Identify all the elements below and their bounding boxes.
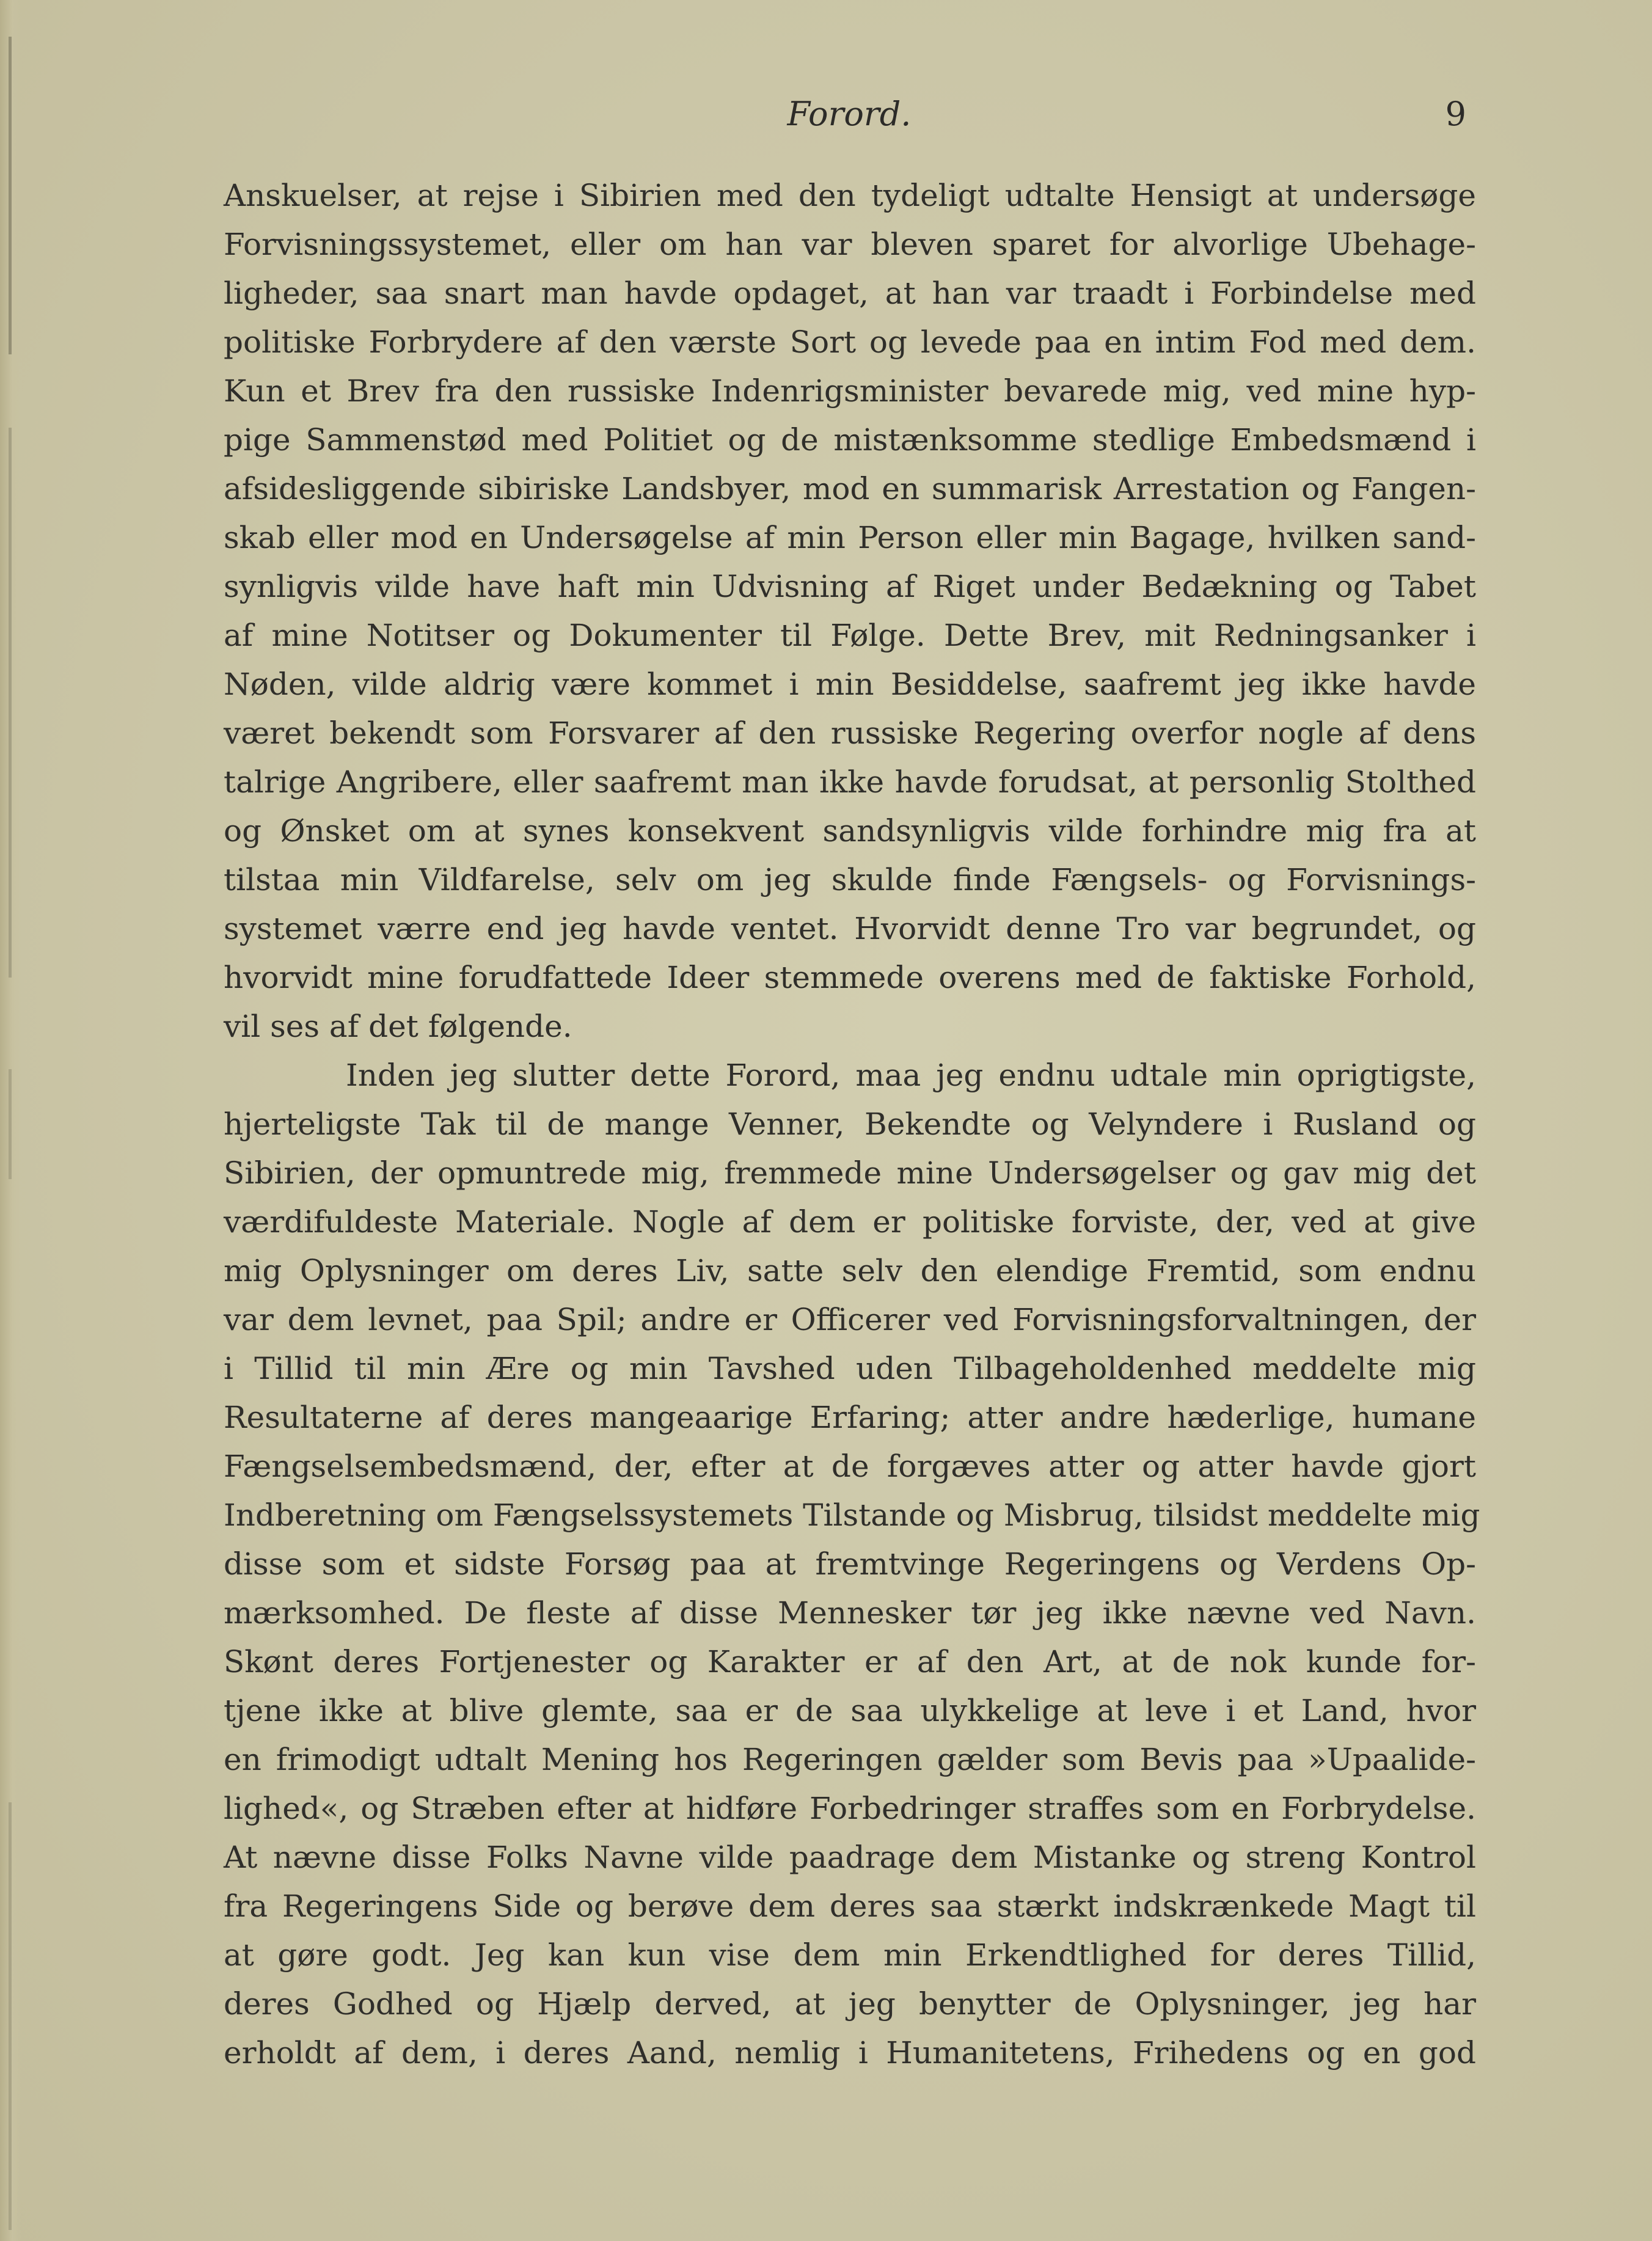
text-line: pige Sammenstød med Politiet og de mistænksomme stedlige Embedsmænd i	[224, 422, 1476, 458]
binding-shadow-mark	[9, 428, 12, 978]
text-line: og Ønsket om at synes konsekvent sandsynligvis vilde forhindre mig fra at	[224, 813, 1476, 849]
text-line: Sibirien, der opmuntrede mig, fremmede mine Undersøgelser og gav mig det	[224, 1155, 1476, 1191]
binding-shadow-mark	[9, 37, 12, 354]
page-binding-edge	[0, 0, 21, 2241]
text-line: deres Godhed og Hjælp derved, at jeg benytter de Oplysninger, jeg har	[224, 1986, 1476, 2022]
text-line: disse som et sidste Forsøg paa at fremtvinge Regeringens og Verdens Op-	[224, 1546, 1476, 1582]
binding-shadow-mark	[9, 1069, 12, 1179]
text-line: Nøden, vilde aldrig være kommet i min Besiddelse, saafremt jeg ikke havde	[224, 667, 1476, 702]
text-line: Fængselsembedsmænd, der, efter at de forgæves atter og atter havde gjort	[224, 1449, 1476, 1484]
text-line: ligheder, saa snart man havde opdaget, at han var traadt i Forbindelse med	[224, 276, 1476, 311]
text-line: Indberetning om Fængselssystemets Tilstande og Misbrug, tilsidst meddelte mig	[224, 1497, 1480, 1533]
text-line: i Tillid til min Ære og min Tavshed uden Tilbageholdenhed meddelte mig	[224, 1351, 1476, 1386]
paragraph	[224, 171, 1476, 1051]
text-line: værdifuldeste Materiale. Nogle af dem er politiske forviste, der, ved at give	[224, 1204, 1476, 1240]
text-line: lighed«, og Stræben efter at hidføre Forbedringer straffes som en Forbrydelse.	[224, 1791, 1476, 1826]
text-line: skab eller mod en Undersøgelse af min Person eller min Bagage, hvilken sand-	[224, 520, 1476, 555]
text-line: Resultaterne af deres mangeaarige Erfaring; atter andre hæderlige, humane	[224, 1400, 1476, 1435]
running-title: Forord.	[787, 95, 912, 133]
text-line: synligvis vilde have haft min Udvisning af Riget under Bedækning og Tabet	[224, 569, 1476, 604]
page-number: 9	[1445, 95, 1466, 133]
text-line: afsidesliggende sibiriske Landsbyer, mod en summarisk Arrestation og Fangen-	[224, 471, 1476, 506]
text-line: en frimodigt udtalt Mening hos Regeringen gælder som Bevis paa »Upaalide-	[224, 1742, 1476, 1777]
text-line: tjene ikke at blive glemte, saa er de saa ulykkelige at leve i et Land, hvor	[224, 1693, 1476, 1728]
text-line: Anskuelser, at rejse i Sibirien med den tydeligt udtalte Hensigt at undersøge	[224, 178, 1476, 213]
text-line: Kun et Brev fra den russiske Indenrigsminister bevarede mig, ved mine hyp-	[224, 373, 1476, 409]
body-text	[224, 171, 1480, 2077]
text-line: erholdt af dem, i deres Aand, nemlig i Humanitetens, Frihedens og en god	[224, 2035, 1476, 2071]
text-line: hjerteligste Tak til de mange Venner, Bekendte og Velyndere i Rusland og	[224, 1106, 1476, 1142]
text-line: Inden jeg slutter dette Forord, maa jeg endnu udtale min oprigtigste,	[346, 1058, 1476, 1093]
text-line: af mine Notitser og Dokumenter til Følge. Dette Brev, mit Redningsanker i	[224, 618, 1476, 653]
text-line: mærksomhed. De fleste af disse Mennesker tør jeg ikke nævne ved Navn.	[224, 1595, 1476, 1631]
text-line: var dem levnet, paa Spil; andre er Officerer ved Forvisningsforvaltningen, der	[224, 1302, 1476, 1337]
text-line: mig Oplysninger om deres Liv, satte selv den elendige Fremtid, som endnu	[224, 1253, 1476, 1289]
text-line: systemet værre end jeg havde ventet. Hvorvidt denne Tro var begrundet, og	[224, 911, 1476, 946]
text-line: vil ses af det følgende.	[224, 1009, 572, 1044]
text-line: hvorvidt mine forudfattede Ideer stemmede overens med de faktiske Forhold,	[224, 960, 1476, 995]
text-line: at gøre godt. Jeg kan kun vise dem min Erkendtlighed for deres Tillid,	[224, 1937, 1476, 1973]
text-line: politiske Forbrydere af den værste Sort og levede paa en intim Fod med dem.	[224, 324, 1476, 360]
text-line: At nævne disse Folks Navne vilde paadrage dem Mistanke og streng Kontrol	[224, 1840, 1476, 1875]
text-line: Skønt deres Fortjenester og Karakter er af den Art, at de nok kunde for-	[224, 1644, 1476, 1680]
text-line: Forvisningssystemet, eller om han var bleven sparet for alvorlige Ubehage-	[224, 227, 1476, 262]
binding-shadow-mark	[9, 1802, 12, 2230]
text-line: fra Regeringens Side og berøve dem deres saa stærkt indskrænkede Magt til	[224, 1888, 1476, 1924]
paragraph	[224, 1051, 1480, 2077]
text-line: talrige Angribere, eller saafremt man ikke havde forudsat, at personlig Stolthed	[224, 764, 1476, 800]
running-header	[0, 87, 1652, 142]
text-line: tilstaa min Vildfarelse, selv om jeg skulde finde Fængsels- og Forvisnings-	[224, 862, 1476, 897]
text-line: været bekendt som Forsvarer af den russiske Regering overfor nogle af dens	[224, 715, 1476, 751]
